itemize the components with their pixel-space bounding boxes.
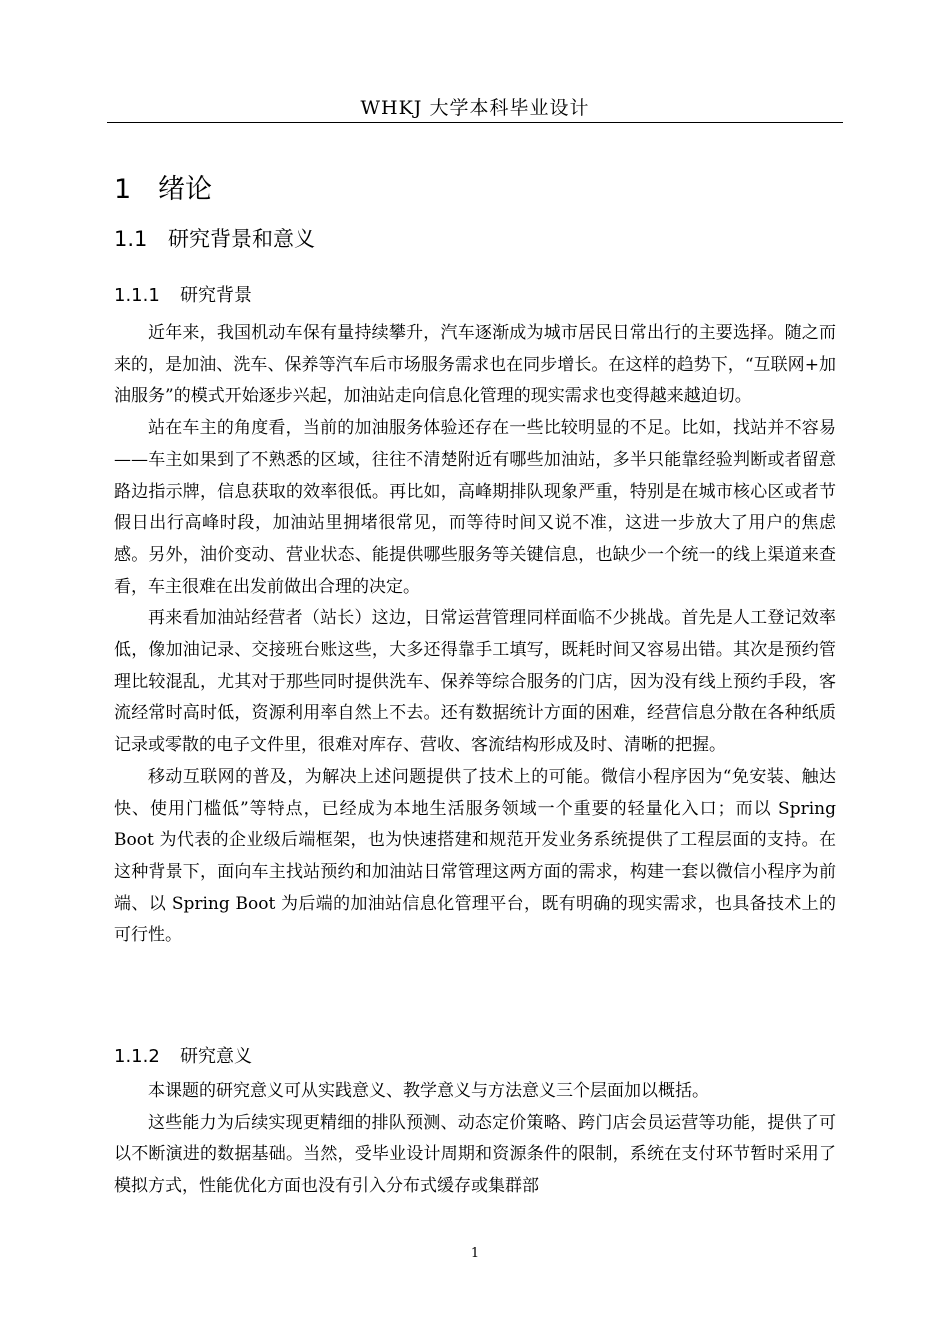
paragraph: 再来看加油站经营者（站长）这边，日常运营管理同样面临不少挑战。首先是人工登记效率低，像加油记录、交接班台账这些，大多还得靠手工填写，既耗时间又容易出错。其次是预约管理比较混乱，尤其对于那些同时提供洗车、保养等综合服务的门店，因为没有线上预约手段，客流经常时高时低，资源利用率自然上不去。还有数据统计方面的困难，经营信息分散在各种纸质记录或零散的电子文件里，很难对库存、营收、客流结构形成及时、清晰的把握。 xyxy=(114,608,836,756)
background-text xyxy=(114,318,836,952)
subsection-heading-significance xyxy=(114,1044,252,1070)
subsection-number: 1.1.2 xyxy=(114,1046,160,1067)
chapter-number: 1 xyxy=(114,174,132,205)
paragraph: 站在车主的角度看，当前的加油服务体验还存在一些比较明显的不足。比如，找站并不容易——车主如果到了不熟悉的区域，往往不清楚附近有哪些加油站，多半只能靠经验判断或者留意路边指示牌，信息获取的效率很低。再比如，高峰期排队现象严重，特别是在城市核心区或者节假日出行高峰时段，加油站里拥堵很常见，而等待时间又说不准，这进一步放大了用户的焦虑感。另外，油价变动、营业状态、能提供哪些服务等关键信息，也缺少一个统一的线上渠道来查看，车主很难在出发前做出合理的决定。 xyxy=(114,418,836,597)
subsection-number: 1.1.1 xyxy=(114,285,160,306)
subsection-title: 研究意义 xyxy=(180,1046,252,1067)
header-divider xyxy=(107,122,843,123)
section-heading xyxy=(114,224,315,254)
paragraph: 本课题的研究意义可从实践意义、教学意义与方法意义三个层面加以概括。 xyxy=(148,1081,709,1101)
section-title: 研究背景和意义 xyxy=(168,227,315,251)
section-number: 1.1 xyxy=(114,227,148,251)
subsection-title: 研究背景 xyxy=(180,285,252,306)
subsection-heading-background xyxy=(114,283,252,309)
chapter-title: 绪论 xyxy=(158,174,212,205)
page-number: 1 xyxy=(470,1246,480,1261)
chapter-heading xyxy=(114,172,212,208)
paragraph: 移动互联网的普及，为解决上述问题提供了技术上的可能。微信小程序因为“免安装、触达快、使用门槛低”等特点，已经成为本地生活服务领域一个重要的轻量化入口；而以 Spring Boot 为代表的企业级后端框架，也为快速搭建和规范开发业务系统提供了工程层面的支持。在这种背景下，面向车主找站预约和加油站日常管理这两方面的需求，构建一套以微信小程序为前端、以 Spring Boot 为后端的加油站信息化管理平台，既有明确的现实需求，也具备技术上的可行性。 xyxy=(114,766,836,946)
page-header: WHKJ 大学本科毕业设计 xyxy=(360,97,590,119)
paragraph: 这些能力为后续实现更精细的排队预测、动态定价策略、跨门店会员运营等功能，提供了可以不断演进的数据基础。当然，受毕业设计周期和资源条件的限制，系统在支付环节暂时采用了模拟方式，性能优化方面也没有引入分布式缓存或集群部 xyxy=(114,1112,836,1197)
significance-text xyxy=(114,1076,836,1203)
paragraph: 近年来，我国机动车保有量持续攀升，汽车逐渐成为城市居民日常出行的主要选择。随之而来的，是加油、洗车、保养等汽车后市场服务需求也在同步增长。在这样的趋势下，“互联网+加油服务”的模式开始逐步兴起，加油站走向信息化管理的现实需求也变得越来越迫切。 xyxy=(114,323,836,407)
